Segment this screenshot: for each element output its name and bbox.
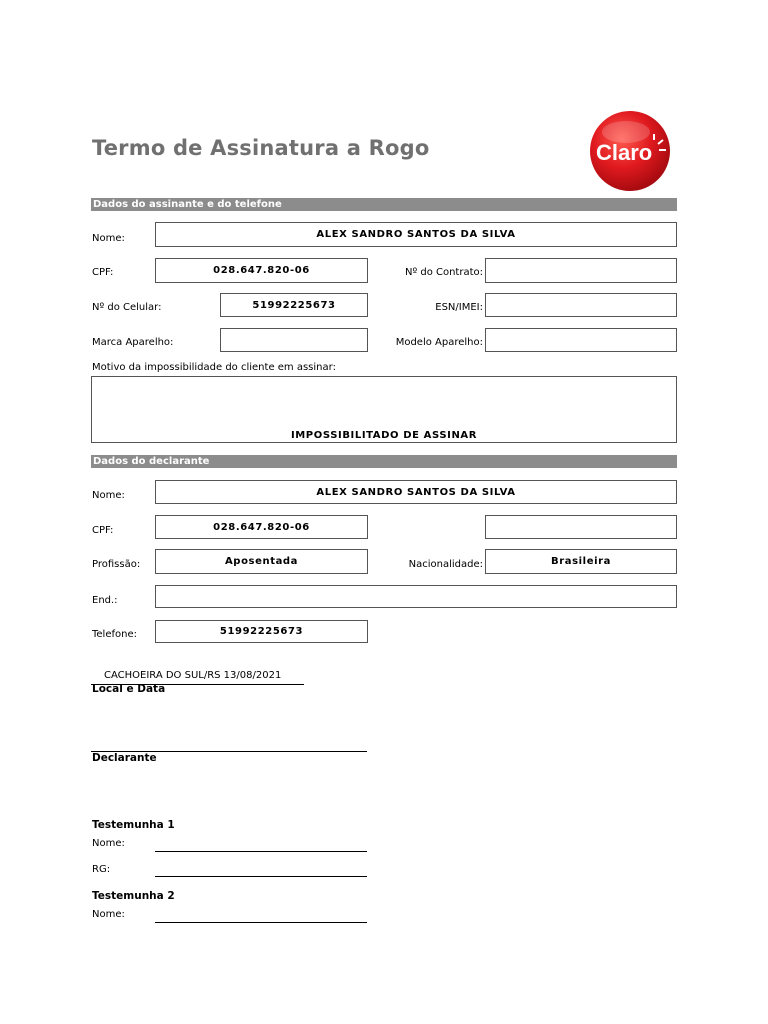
nationality-label: Nacionalidade: bbox=[408, 559, 483, 570]
declarant-signature-label: Declarante bbox=[92, 752, 157, 764]
phone-field[interactable]: 51992225673 bbox=[155, 620, 368, 643]
witness1-rg-line[interactable] bbox=[155, 876, 367, 877]
imei-label: ESN/IMEI: bbox=[435, 302, 483, 313]
claro-logo bbox=[588, 110, 672, 192]
witness1-rg-label: RG: bbox=[92, 864, 111, 875]
witness1-name-label: Nome: bbox=[92, 838, 125, 849]
device-model-label: Modelo Aparelho: bbox=[395, 337, 483, 348]
profession-label: Profissão: bbox=[92, 559, 141, 570]
subscriber-name-label: Nome: bbox=[92, 233, 125, 244]
declarant-cpf-field[interactable]: 028.647.820-06 bbox=[155, 515, 368, 539]
contract-label: Nº do Contrato: bbox=[404, 267, 483, 278]
witness2-name-line[interactable] bbox=[155, 922, 367, 923]
declarant-extra-field[interactable] bbox=[485, 515, 677, 539]
witness1-name-line[interactable] bbox=[155, 851, 367, 852]
device-brand-field[interactable] bbox=[220, 328, 368, 352]
subscriber-cpf-field[interactable]: 028.647.820-06 bbox=[155, 258, 368, 283]
witness2-name-label: Nome: bbox=[92, 909, 125, 920]
witness2-title: Testemunha 2 bbox=[92, 890, 175, 902]
declarant-cpf-label: CPF: bbox=[92, 525, 114, 536]
subscriber-cpf-label: CPF: bbox=[92, 267, 114, 278]
profession-field[interactable]: Aposentada bbox=[155, 549, 368, 574]
place-date-value: CACHOEIRA DO SUL/RS 13/08/2021 bbox=[104, 670, 282, 681]
imei-field[interactable] bbox=[485, 293, 677, 317]
witness1-title: Testemunha 1 bbox=[92, 819, 175, 831]
reason-field[interactable] bbox=[91, 376, 677, 443]
subscriber-name-field[interactable]: ALEX SANDRO SANTOS DA SILVA bbox=[155, 222, 677, 247]
declarant-name-field[interactable]: ALEX SANDRO SANTOS DA SILVA bbox=[155, 480, 677, 504]
device-brand-label: Marca Aparelho: bbox=[92, 337, 174, 348]
place-date-label: Local e Data bbox=[92, 683, 166, 695]
declarant-name-label: Nome: bbox=[92, 490, 125, 501]
address-field[interactable] bbox=[155, 585, 677, 608]
phone-label: Telefone: bbox=[92, 629, 137, 640]
device-model-field[interactable] bbox=[485, 328, 677, 352]
section-header-declarant: Dados do declarante bbox=[91, 455, 677, 468]
page-title: Termo de Assinatura a Rogo bbox=[92, 136, 430, 160]
cell-label: Nº do Celular: bbox=[92, 302, 162, 313]
reason-label: Motivo da impossibilidade do cliente em assinar: bbox=[92, 362, 336, 373]
contract-field[interactable] bbox=[485, 258, 677, 283]
reason-value: IMPOSSIBILITADO DE ASSINAR bbox=[290, 430, 478, 441]
nationality-field[interactable]: Brasileira bbox=[485, 549, 677, 574]
section-header-subscriber: Dados do assinante e do telefone bbox=[91, 198, 677, 211]
logo-text: Claro bbox=[596, 140, 653, 165]
address-label: End.: bbox=[92, 595, 118, 606]
cell-field[interactable]: 51992225673 bbox=[220, 293, 368, 317]
